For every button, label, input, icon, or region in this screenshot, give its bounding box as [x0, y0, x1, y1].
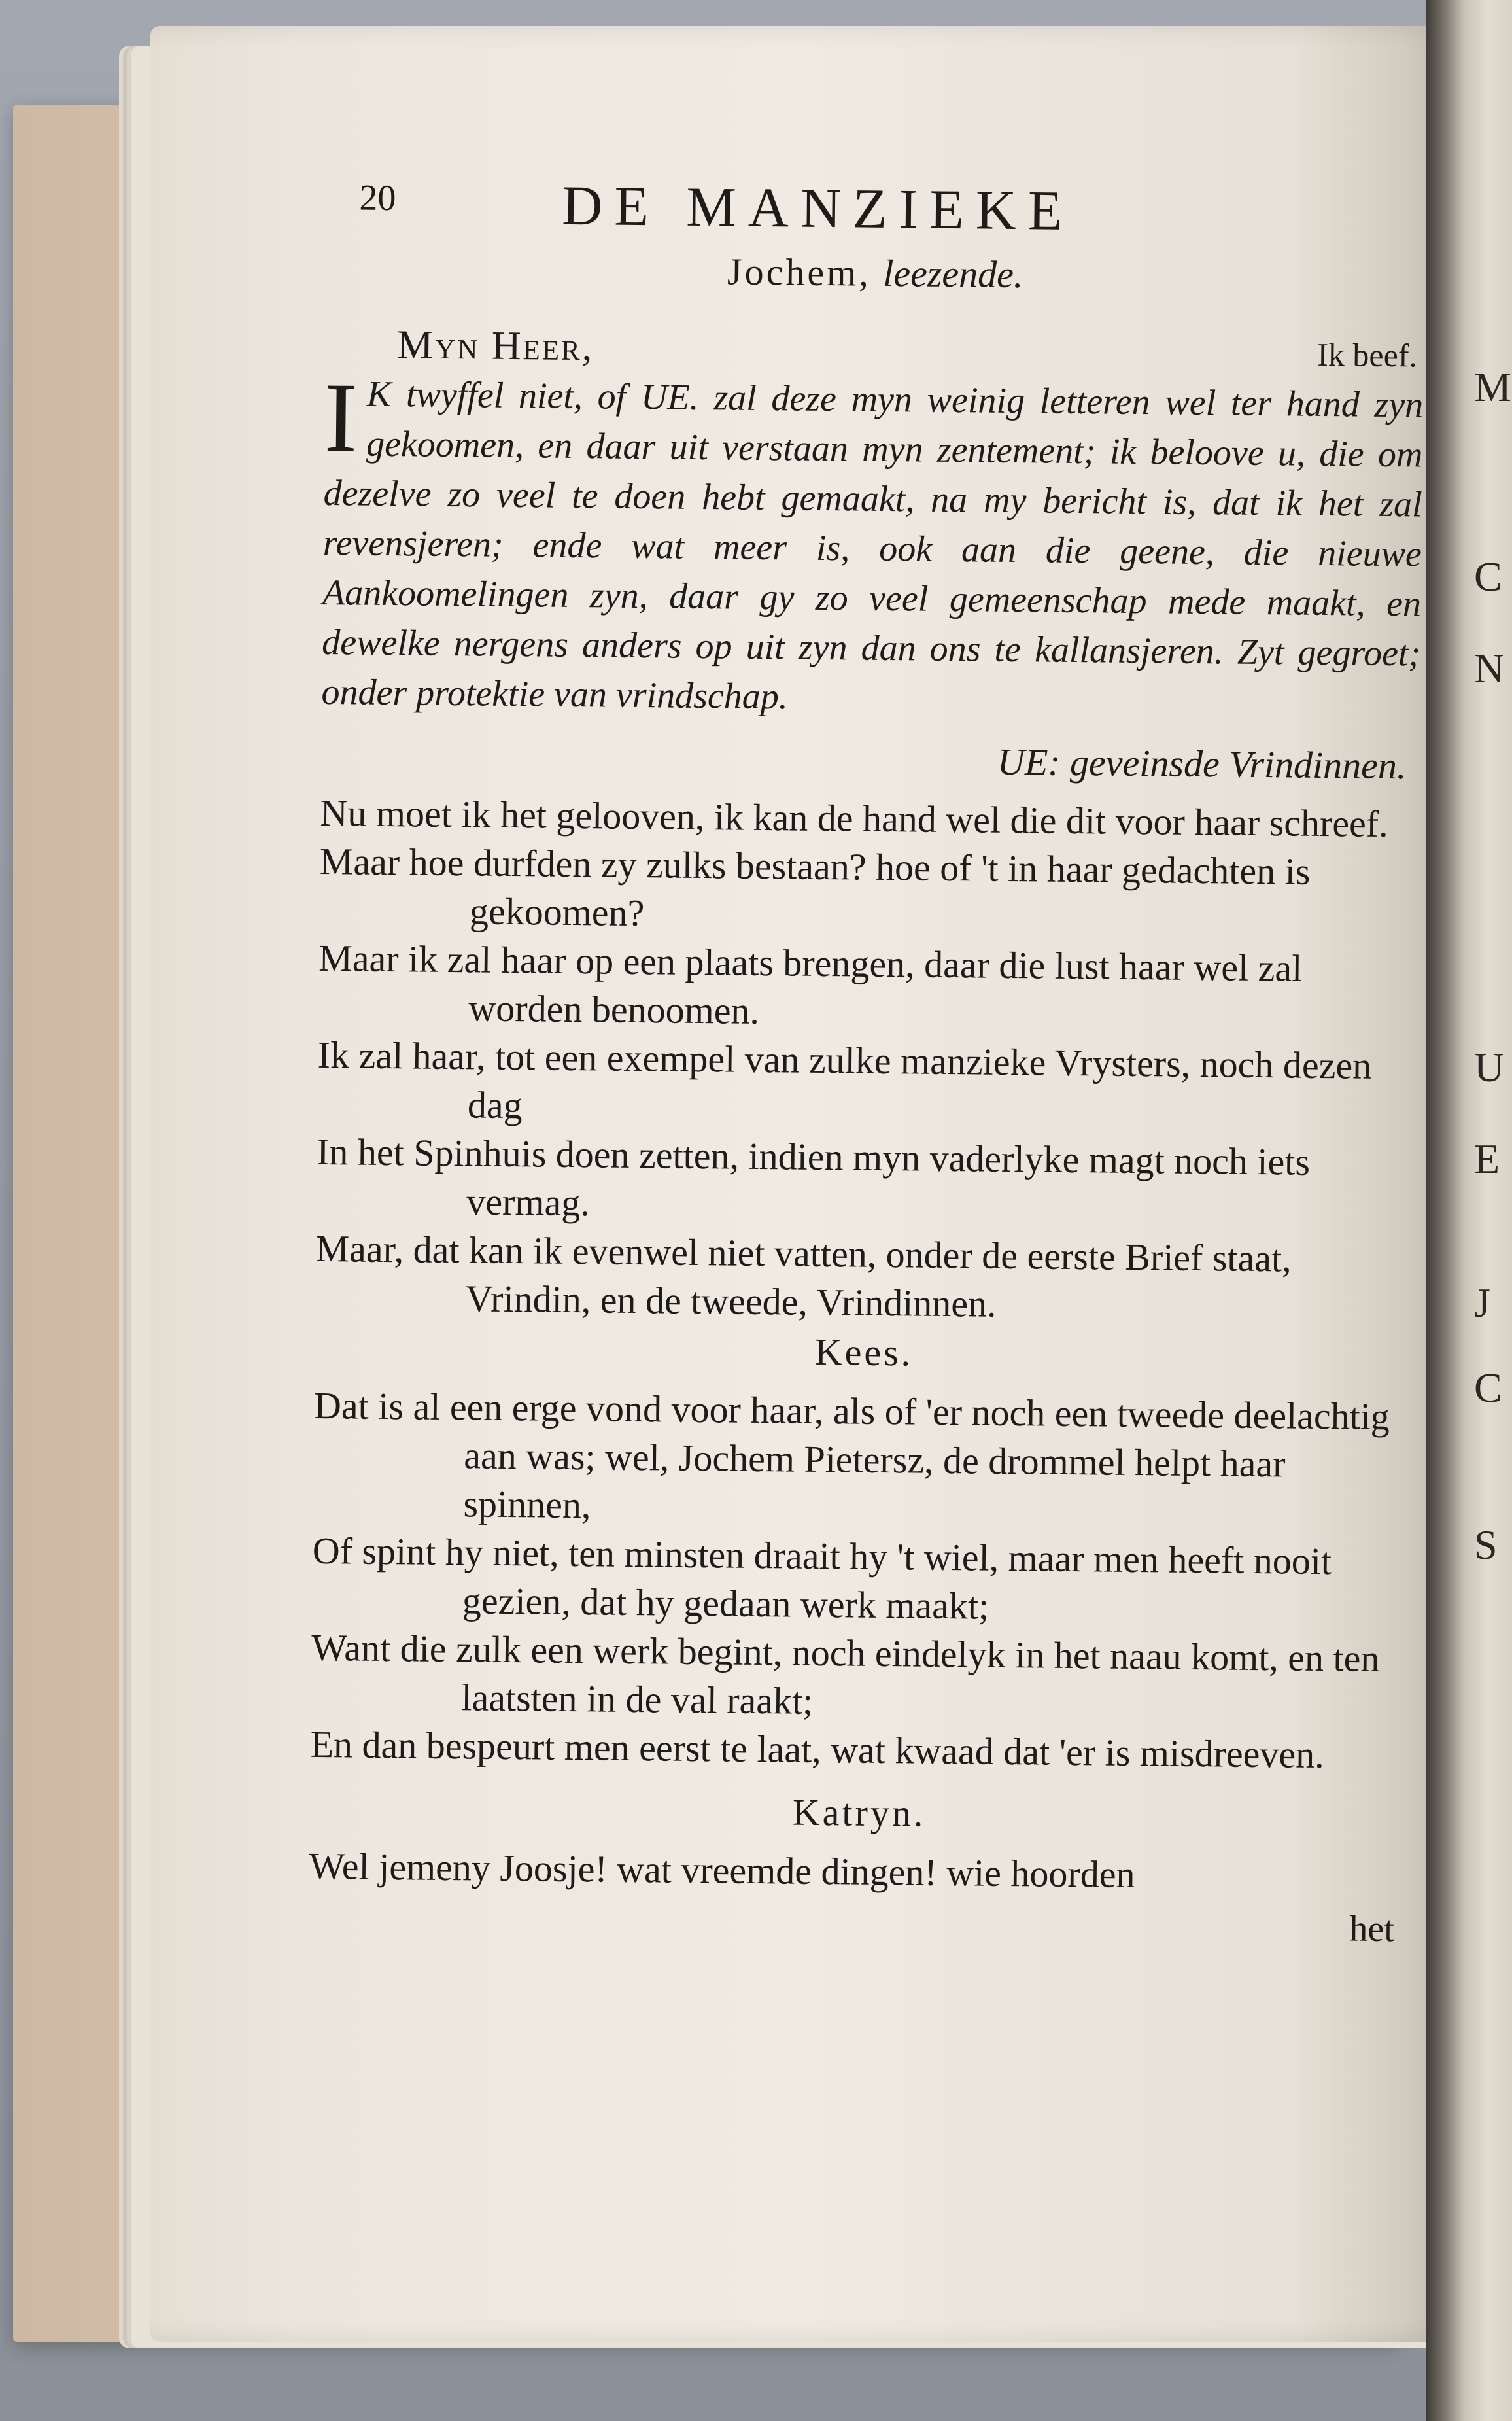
letter-block [320, 319, 1424, 792]
speaker-heading-kees: Kees. [814, 1330, 914, 1374]
edge-letter: C [1474, 553, 1502, 600]
page-text-block [309, 164, 1426, 1950]
margin-catchword: Ik beef. [1317, 336, 1418, 374]
letter-text: K twyffel niet, of UE. zal deze myn weinig letteren wel ter hand zyn gekoomen, en daar uit verstaan myn zentement; ik beloove u, die om dezelve zo veel te doen hebt gemaakt, na my bericht is, dat ik het zal revensjeren; ende wat meer is, ook aan die geene, die nieuwe Aankoomelingen zyn, daar gy zo veel gemeenschap mede maakt, en dewelke nergens anders op uit zyn dan ons te kallansjeren. Zyt gegroet; onder protektie van vrindschap. [321, 374, 1424, 718]
edge-letter: C [1474, 1365, 1502, 1411]
verse-line: Maar ik zal haar op een plaats brengen, daar die lust haar wel zal worden benoomen. [318, 936, 1303, 1032]
running-title: DE MANZIEKE [561, 173, 1074, 242]
letter-salutation: Myn Heer, [396, 322, 594, 370]
edge-letter: U [1474, 1044, 1505, 1090]
speaker-name: Jochem, [727, 250, 872, 294]
bottom-catchword: het [1349, 1908, 1395, 1950]
verse-line: En dan bespeurt men eerst te laat, wat kwaad dat 'er is misdreeven. [310, 1722, 1325, 1777]
verse-line: Maar hoe durfden zy zulks bestaan? hoe of 't in haar gedachten is gekoomen? [319, 839, 1311, 935]
verse-line: Ik zal haar, tot een exempel van zulke manzieke Vrysters, noch dezen dag [317, 1033, 1372, 1127]
drop-cap: I [324, 362, 358, 473]
edge-letter: N [1474, 645, 1505, 691]
verse-group-jochem [315, 789, 1418, 1333]
edge-letter: S [1474, 1522, 1498, 1568]
verse-line: Of spint hy niet, ten minsten draait hy 't wiel, maar men heeft nooit gezien, dat hy gedaan werk maakt; [312, 1529, 1332, 1628]
verse-line: Dat is al een erge vond voor haar, als of 'er noch een tweede deelachtig aan was; wel, Jochem Pietersz, de drommel helpt haar spinnen, [313, 1384, 1390, 1527]
page-header [326, 164, 1426, 254]
verse-line: Nu moet ik het gelooven, ik kan de hand wel die dit voor haar schreef. [320, 791, 1389, 846]
verse-line: Want die zulk een werk begint, noch eindelyk in het naau komt, en ten laatsten in de val raakt; [311, 1626, 1380, 1722]
stage-direction: leezende. [882, 251, 1023, 296]
edge-letter: E [1474, 1136, 1500, 1182]
verse-line: Maar, dat kan ik evenwel niet vatten, onder de eerste Brief staat, Vrindin, en de tweede, Vrindinnen. [315, 1227, 1292, 1325]
verse-line: In het Spinhuis doen zetten, indien myn vaderlyke magt noch iets vermag. [316, 1130, 1311, 1225]
speaker-heading-katryn: Katryn. [792, 1790, 926, 1835]
verse-line: Wel jemeny Joosje! wat vreemde dingen! wie hoorden [309, 1844, 1135, 1896]
edge-letter: J [1474, 1280, 1490, 1326]
verse-group-katryn [309, 1842, 1408, 1902]
letter-signature: UE: geveinsde Vrindinnen. [997, 740, 1407, 788]
page-number: 20 [359, 177, 396, 219]
verse-group-kees [310, 1382, 1413, 1781]
letter-body [321, 362, 1424, 729]
next-page-edge [1471, 0, 1512, 2421]
edge-letter: M [1474, 364, 1511, 410]
